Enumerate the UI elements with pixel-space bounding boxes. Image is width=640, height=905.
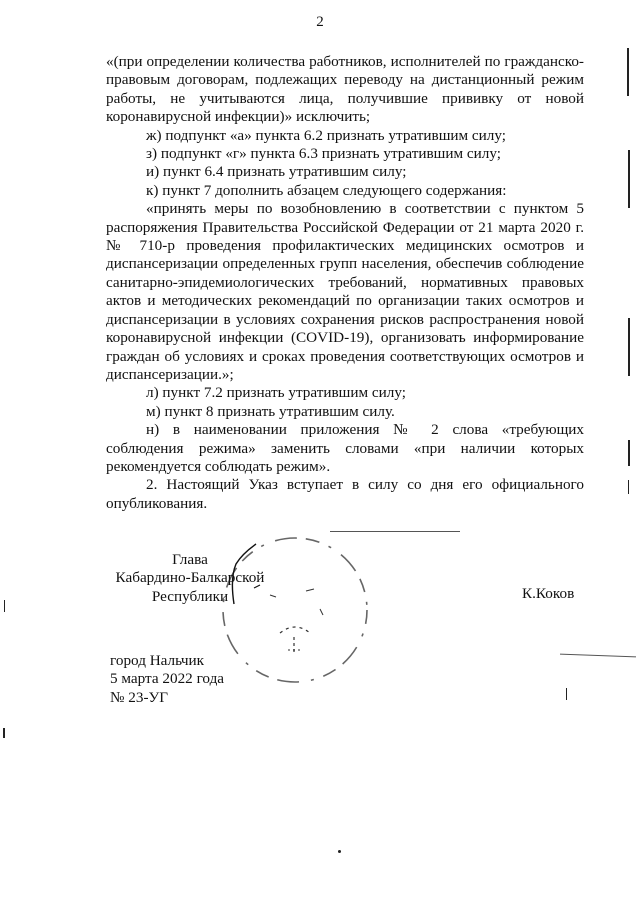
paragraph: м) пункт 8 признать утратившим силу.	[146, 402, 395, 420]
signatory-title	[110, 551, 270, 606]
paragraph: ж) подпункт «а» пункта 6.2 признать утратившим силу;	[146, 126, 506, 144]
document-body	[106, 53, 584, 513]
date: 5 марта 2022 года	[110, 670, 225, 688]
scan-mark	[627, 48, 629, 96]
signatory-title-line: Кабардино-Балкарской	[115, 569, 265, 587]
scan-line	[560, 654, 636, 658]
paragraph: и) пункт 6.4 признать утратившим силу;	[146, 163, 407, 181]
paragraph: н) в наименовании приложения № 2 слова «требующих соблюдения режима» заменить словами «при наличии которых рекомендуется соблюдать режим».	[106, 421, 584, 475]
signatory-title-line: Глава	[172, 551, 208, 568]
paragraph: з) подпункт «г» пункта 6.3 признать утратившим силу;	[146, 145, 501, 163]
scan-mark	[566, 688, 567, 700]
signatory-name: К.Коков	[522, 585, 575, 602]
scan-line	[330, 531, 460, 532]
paragraph: 2. Настоящий Указ вступает в силу со дня его официального опубликования.	[106, 476, 584, 512]
city: город Нальчик	[110, 652, 205, 669]
scan-mark	[338, 850, 341, 853]
signatory-title-line: Республики	[151, 587, 229, 605]
paragraph: л) пункт 7.2 признать утратившим силу;	[146, 384, 406, 402]
scan-mark	[4, 600, 5, 612]
paragraph: «принять меры по возобновлению в соответствии с пунктом 5 распоряжения Правительства Российской Федерации от 21 марта 2020 г. № 710-р проведения профилактических медицинских осмотров и диспансеризации определенных групп населения, обеспечив соблюдение санитарно-эпидемиологических требований, нормативных правовых актов и методических рекомендаций по организации таких осмотров и диспансеризации в условиях сохранения рисков распространения новой коронавирусной инфекции (COVID-19), организовать информирование граждан об условиях и сроках проведения соответствующих осмотров и диспансеризации.»;	[106, 200, 584, 383]
page-number: 2	[316, 14, 324, 30]
document-number: № 23-УГ	[110, 688, 169, 706]
scan-mark	[3, 728, 5, 738]
scan-mark	[628, 440, 630, 466]
document-requisites	[110, 652, 224, 707]
scan-mark	[628, 150, 630, 208]
scan-mark	[628, 480, 629, 494]
scan-mark	[628, 318, 630, 376]
paragraph: «(при определении количества работников, исполнителей по гражданско-правовым договорам, подлежащих переводу на дистанционный режим работы, не учитываются лица, получившие прививку от новой коронавирусной инфекции)» исключить;	[106, 53, 584, 126]
paragraph: к) пункт 7 дополнить абзацем следующего содержания:	[146, 181, 507, 199]
